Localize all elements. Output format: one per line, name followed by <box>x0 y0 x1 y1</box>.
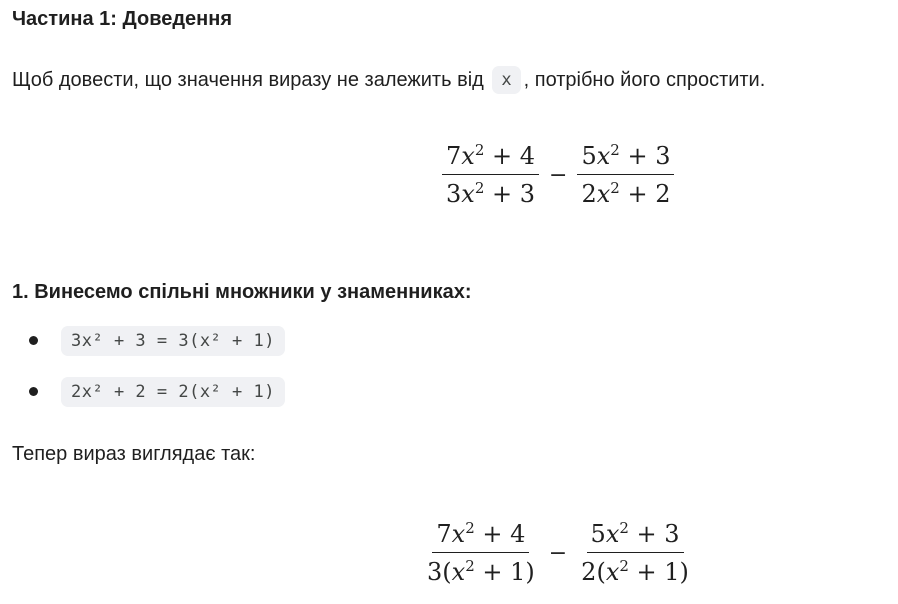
fraction-left <box>442 141 539 209</box>
fraction-denominator: $3(x^2 + 1)$ <box>427 557 535 586</box>
minus-operator: − <box>549 162 568 188</box>
inline-code-factoring: 3x² + 3 = 3(x² + 1) <box>61 326 285 356</box>
math-expression-original <box>442 141 674 209</box>
intro-text-before: Щоб довести, що значення виразу не залежить від <box>12 69 484 91</box>
intro-text-after: , потрібно його спростити. <box>523 69 766 91</box>
fraction-left <box>423 519 539 587</box>
intro-paragraph <box>12 66 765 94</box>
list-item <box>0 326 898 356</box>
minus-operator: − <box>548 540 568 566</box>
inline-code-x: x <box>492 66 520 94</box>
fraction-denominator: $2x^2 + 2$ <box>581 179 671 208</box>
now-paragraph: Тепер вираз виглядає так: <box>12 443 256 465</box>
list-item <box>0 377 898 407</box>
bullet-icon <box>29 336 38 345</box>
fraction-numerator: $7x^2 + 4$ <box>432 519 529 553</box>
bullet-icon <box>29 387 38 396</box>
fraction-right <box>577 519 693 587</box>
fraction-right <box>577 141 674 209</box>
fraction-denominator: $3x^2 + 3$ <box>446 179 536 208</box>
fraction-numerator: $7x^2 + 4$ <box>442 141 539 175</box>
inline-code-factoring: 2x² + 2 = 2(x² + 1) <box>61 377 285 407</box>
section-heading: Частина 1: Доведення <box>12 8 232 30</box>
fraction-numerator: $5x^2 + 3$ <box>587 519 684 553</box>
fraction-numerator: $5x^2 + 3$ <box>577 141 674 175</box>
step-heading: 1. Винесемо спільні множники у знаменниках: <box>12 281 472 303</box>
fraction-denominator: $2(x^2 + 1)$ <box>581 557 689 586</box>
math-expression-factored <box>423 519 693 587</box>
